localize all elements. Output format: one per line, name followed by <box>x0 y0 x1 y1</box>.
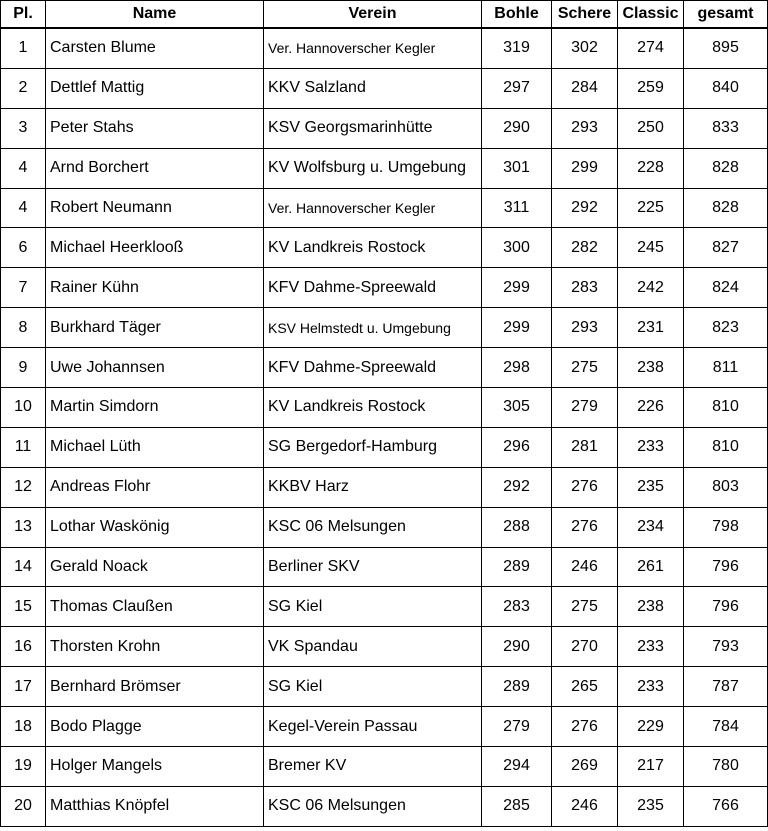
cell-name: Matthias Knöpfel <box>46 786 264 826</box>
cell-club: KKBV Harz <box>264 467 482 507</box>
cell-schere: 283 <box>552 268 618 308</box>
cell-classic: 259 <box>618 68 684 108</box>
cell-classic: 235 <box>618 786 684 826</box>
cell-bohle: 300 <box>482 228 552 268</box>
cell-bohle: 299 <box>482 268 552 308</box>
cell-total: 895 <box>684 28 768 68</box>
cell-club: SG Kiel <box>264 587 482 627</box>
cell-name: Thomas Claußen <box>46 587 264 627</box>
cell-total: 787 <box>684 667 768 707</box>
cell-rank: 19 <box>1 747 46 787</box>
table-row <box>1 667 768 707</box>
cell-schere: 279 <box>552 388 618 428</box>
cell-total: 766 <box>684 786 768 826</box>
header-club: Verein <box>264 1 482 29</box>
cell-schere: 269 <box>552 747 618 787</box>
cell-bohle: 301 <box>482 148 552 188</box>
cell-rank: 2 <box>1 68 46 108</box>
table-row <box>1 587 768 627</box>
cell-bohle: 294 <box>482 747 552 787</box>
cell-total: 811 <box>684 348 768 388</box>
cell-total: 798 <box>684 507 768 547</box>
cell-name: Peter Stahs <box>46 108 264 148</box>
table-row <box>1 348 768 388</box>
table-body <box>1 28 768 826</box>
cell-club: KV Landkreis Rostock <box>264 228 482 268</box>
cell-bohle: 279 <box>482 707 552 747</box>
cell-bohle: 290 <box>482 627 552 667</box>
cell-name: Gerald Noack <box>46 547 264 587</box>
cell-total: 823 <box>684 308 768 348</box>
cell-name: Bodo Plagge <box>46 707 264 747</box>
cell-classic: 250 <box>618 108 684 148</box>
cell-bohle: 296 <box>482 427 552 467</box>
table-row <box>1 786 768 826</box>
cell-name: Michael Heerklooß <box>46 228 264 268</box>
table-row <box>1 467 768 507</box>
cell-classic: 233 <box>618 427 684 467</box>
cell-classic: 228 <box>618 148 684 188</box>
cell-name: Martin Simdorn <box>46 388 264 428</box>
table-row <box>1 707 768 747</box>
cell-club: VK Spandau <box>264 627 482 667</box>
cell-club: Kegel-Verein Passau <box>264 707 482 747</box>
table-row <box>1 507 768 547</box>
cell-rank: 4 <box>1 188 46 228</box>
table-row <box>1 627 768 667</box>
cell-classic: 229 <box>618 707 684 747</box>
cell-name: Dettlef Mattig <box>46 68 264 108</box>
cell-name: Carsten Blume <box>46 28 264 68</box>
cell-bohle: 299 <box>482 308 552 348</box>
table-row <box>1 188 768 228</box>
table-row <box>1 68 768 108</box>
cell-club: KSC 06 Melsungen <box>264 507 482 547</box>
cell-name: Uwe Johannsen <box>46 348 264 388</box>
cell-classic: 238 <box>618 348 684 388</box>
cell-total: 796 <box>684 547 768 587</box>
cell-rank: 4 <box>1 148 46 188</box>
table-row <box>1 547 768 587</box>
header-name: Name <box>46 1 264 29</box>
cell-schere: 276 <box>552 467 618 507</box>
cell-schere: 246 <box>552 786 618 826</box>
cell-total: 803 <box>684 467 768 507</box>
cell-club: KKV Salzland <box>264 68 482 108</box>
cell-classic: 231 <box>618 308 684 348</box>
cell-bohle: 285 <box>482 786 552 826</box>
cell-schere: 282 <box>552 228 618 268</box>
cell-bohle: 290 <box>482 108 552 148</box>
cell-bohle: 288 <box>482 507 552 547</box>
cell-classic: 274 <box>618 28 684 68</box>
cell-rank: 11 <box>1 427 46 467</box>
cell-classic: 234 <box>618 507 684 547</box>
cell-rank: 12 <box>1 467 46 507</box>
cell-total: 828 <box>684 188 768 228</box>
table-row <box>1 148 768 188</box>
cell-total: 810 <box>684 388 768 428</box>
cell-club: Ver. Hannoverscher Kegler <box>264 188 482 228</box>
table-row <box>1 108 768 148</box>
cell-bohle: 283 <box>482 587 552 627</box>
cell-name: Burkhard Täger <box>46 308 264 348</box>
cell-club: KFV Dahme-Spreewald <box>264 348 482 388</box>
cell-name: Arnd Borchert <box>46 148 264 188</box>
cell-club: KFV Dahme-Spreewald <box>264 268 482 308</box>
cell-schere: 270 <box>552 627 618 667</box>
table-row <box>1 28 768 68</box>
cell-schere: 265 <box>552 667 618 707</box>
cell-bohle: 305 <box>482 388 552 428</box>
cell-club: KSV Helmstedt u. Umgebung <box>264 308 482 348</box>
cell-name: Michael Lüth <box>46 427 264 467</box>
cell-schere: 302 <box>552 28 618 68</box>
cell-rank: 10 <box>1 388 46 428</box>
cell-bohle: 298 <box>482 348 552 388</box>
cell-total: 828 <box>684 148 768 188</box>
cell-rank: 16 <box>1 627 46 667</box>
header-bohle: Bohle <box>482 1 552 29</box>
cell-rank: 6 <box>1 228 46 268</box>
cell-classic: 233 <box>618 667 684 707</box>
cell-bohle: 319 <box>482 28 552 68</box>
cell-rank: 15 <box>1 587 46 627</box>
cell-schere: 299 <box>552 148 618 188</box>
cell-classic: 225 <box>618 188 684 228</box>
cell-total: 827 <box>684 228 768 268</box>
cell-total: 796 <box>684 587 768 627</box>
table-row <box>1 427 768 467</box>
table-row <box>1 308 768 348</box>
cell-classic: 238 <box>618 587 684 627</box>
cell-bohle: 297 <box>482 68 552 108</box>
cell-name: Holger Mangels <box>46 747 264 787</box>
cell-schere: 281 <box>552 427 618 467</box>
cell-club: Ver. Hannoverscher Kegler <box>264 28 482 68</box>
header-total: gesamt <box>684 1 768 29</box>
cell-rank: 17 <box>1 667 46 707</box>
cell-total: 824 <box>684 268 768 308</box>
cell-club: KV Wolfsburg u. Umgebung <box>264 148 482 188</box>
cell-name: Bernhard Brömser <box>46 667 264 707</box>
cell-total: 810 <box>684 427 768 467</box>
cell-rank: 3 <box>1 108 46 148</box>
table-row <box>1 228 768 268</box>
cell-total: 784 <box>684 707 768 747</box>
cell-rank: 9 <box>1 348 46 388</box>
cell-classic: 261 <box>618 547 684 587</box>
cell-schere: 275 <box>552 348 618 388</box>
cell-rank: 7 <box>1 268 46 308</box>
cell-name: Andreas Flohr <box>46 467 264 507</box>
cell-rank: 18 <box>1 707 46 747</box>
header-row <box>1 1 768 29</box>
cell-classic: 217 <box>618 747 684 787</box>
cell-schere: 293 <box>552 308 618 348</box>
cell-schere: 276 <box>552 707 618 747</box>
cell-club: KV Landkreis Rostock <box>264 388 482 428</box>
cell-club: SG Kiel <box>264 667 482 707</box>
table-row <box>1 747 768 787</box>
cell-bohle: 289 <box>482 667 552 707</box>
cell-club: KSC 06 Melsungen <box>264 786 482 826</box>
cell-total: 793 <box>684 627 768 667</box>
cell-schere: 292 <box>552 188 618 228</box>
header-schere: Schere <box>552 1 618 29</box>
cell-rank: 20 <box>1 786 46 826</box>
cell-name: Rainer Kühn <box>46 268 264 308</box>
cell-total: 780 <box>684 747 768 787</box>
cell-name: Lothar Waskönig <box>46 507 264 547</box>
cell-schere: 293 <box>552 108 618 148</box>
header-rank: Pl. <box>1 1 46 29</box>
table-row <box>1 388 768 428</box>
cell-bohle: 289 <box>482 547 552 587</box>
cell-club: Bremer KV <box>264 747 482 787</box>
cell-bohle: 311 <box>482 188 552 228</box>
cell-total: 833 <box>684 108 768 148</box>
cell-rank: 1 <box>1 28 46 68</box>
cell-total: 840 <box>684 68 768 108</box>
cell-bohle: 292 <box>482 467 552 507</box>
cell-schere: 275 <box>552 587 618 627</box>
cell-club: SG Bergedorf-Hamburg <box>264 427 482 467</box>
cell-classic: 245 <box>618 228 684 268</box>
cell-club: Berliner SKV <box>264 547 482 587</box>
cell-classic: 226 <box>618 388 684 428</box>
cell-rank: 8 <box>1 308 46 348</box>
cell-rank: 13 <box>1 507 46 547</box>
cell-classic: 235 <box>618 467 684 507</box>
cell-schere: 246 <box>552 547 618 587</box>
cell-classic: 233 <box>618 627 684 667</box>
table-row <box>1 268 768 308</box>
header-classic: Classic <box>618 1 684 29</box>
cell-classic: 242 <box>618 268 684 308</box>
cell-schere: 284 <box>552 68 618 108</box>
cell-name: Thorsten Krohn <box>46 627 264 667</box>
cell-club: KSV Georgsmarinhütte <box>264 108 482 148</box>
cell-name: Robert Neumann <box>46 188 264 228</box>
cell-schere: 276 <box>552 507 618 547</box>
cell-rank: 14 <box>1 547 46 587</box>
